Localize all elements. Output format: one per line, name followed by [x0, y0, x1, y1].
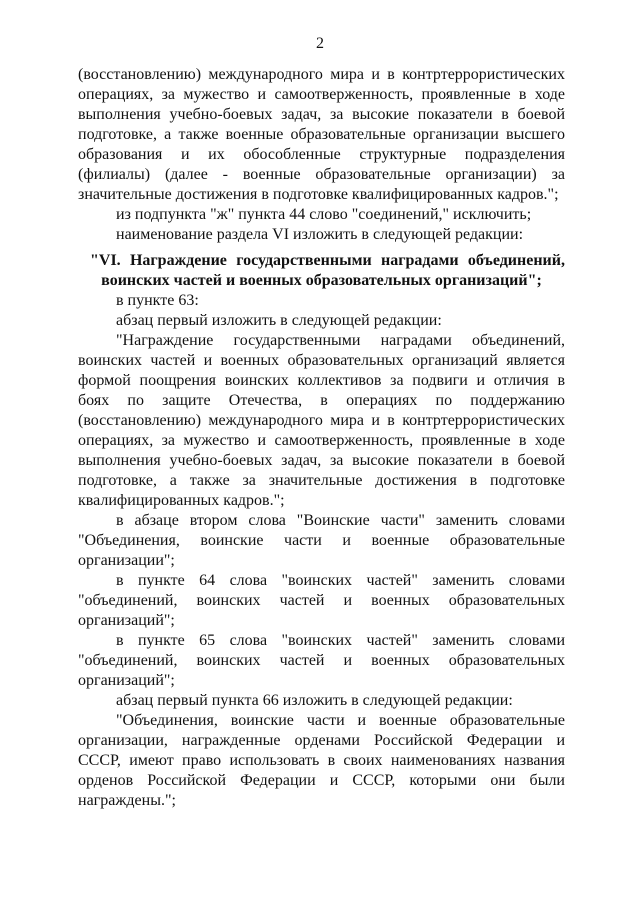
paragraph-block-2: [78, 291, 565, 811]
text-line: воинских частей и военных образовательных организаций является: [78, 352, 565, 369]
text-line: "Награждение государственными наградами объединений,: [116, 332, 565, 349]
text-line: квалифицированных кадров.";: [78, 492, 285, 509]
text-line: наименование раздела VI изложить в следующей редакции:: [116, 226, 524, 243]
text-line: организации";: [78, 552, 175, 569]
text-line: в пункте 63:: [116, 292, 199, 309]
text-line: в пункте 64 слова "воинских частей" заменить словами: [116, 572, 565, 589]
text-line: в пункте 65 слова "воинских частей" заменить словами: [116, 632, 565, 649]
text-line: значительные достижения в подготовке квалифицированных кадров.";: [78, 186, 559, 203]
text-line: организации, награжденные орденами Российской Федерации и: [78, 732, 565, 749]
text-line: организаций";: [78, 672, 175, 689]
text-line: абзац первый пункта 66 изложить в следующей редакции:: [116, 692, 513, 709]
text-line: формой поощрения воинских коллективов за подвиги и отличия в: [78, 372, 565, 389]
text-line: (восстановлению) международного мира и в контртеррористических: [78, 66, 565, 83]
text-line: в абзаце втором слова "Воинские части" заменить словами: [116, 512, 565, 529]
text-line: (филиалы) (далее - военные образовательные организации) за: [78, 166, 565, 183]
page-number: 2: [316, 35, 324, 52]
text-line: подготовке, а также военные образовательные организации высшего: [78, 126, 565, 143]
text-line: операциях, за мужество и самоотверженность, проявленные в ходе: [78, 86, 565, 103]
section-heading-line-1: "VI. Награждение государственными наградами объединений,: [90, 252, 565, 269]
paragraph-block-1: [78, 65, 565, 245]
text-line: выполнения учебно-боевых задач, за высокие показатели в боевой: [78, 452, 565, 469]
text-line: "объединений, воинских частей и военных образовательных: [78, 652, 565, 669]
text-line: "объединений, воинских частей и военных образовательных: [78, 592, 565, 609]
text-line: СССР, имеют право использовать в своих наименованиях названия: [78, 752, 565, 769]
text-line: абзац первый изложить в следующей редакции:: [116, 312, 442, 329]
text-line: "Объединения, воинские части и военные образовательные: [78, 532, 565, 549]
text-line: (восстановлению) международного мира и в контртеррористических: [78, 412, 565, 429]
text-line: боях по защите Отечества, в операциях по поддержанию: [78, 392, 565, 409]
text-line: образования и их обособленные структурные подразделения: [78, 146, 565, 163]
text-line: "Объединения, воинские части и военные образовательные: [116, 712, 565, 729]
section-heading: [78, 251, 565, 291]
text-line: подготовке, а также за значительные достижения в подготовке: [78, 472, 565, 489]
text-line: выполнения учебно-боевых задач, за высокие показатели в боевой: [78, 106, 565, 123]
text-line: операциях, за мужество и самоотверженность, проявленные в ходе: [78, 432, 565, 449]
document-body: [78, 65, 565, 811]
text-line: из подпункта "ж" пункта 44 слово "соединений," исключить;: [116, 206, 532, 223]
text-line: награждены.";: [78, 792, 176, 809]
text-line: организаций";: [78, 612, 175, 629]
text-line: орденов Российской Федерации и СССР, которыми они были: [78, 772, 565, 789]
section-heading-line-2: воинских частей и военных образовательных организаций";: [101, 272, 542, 289]
